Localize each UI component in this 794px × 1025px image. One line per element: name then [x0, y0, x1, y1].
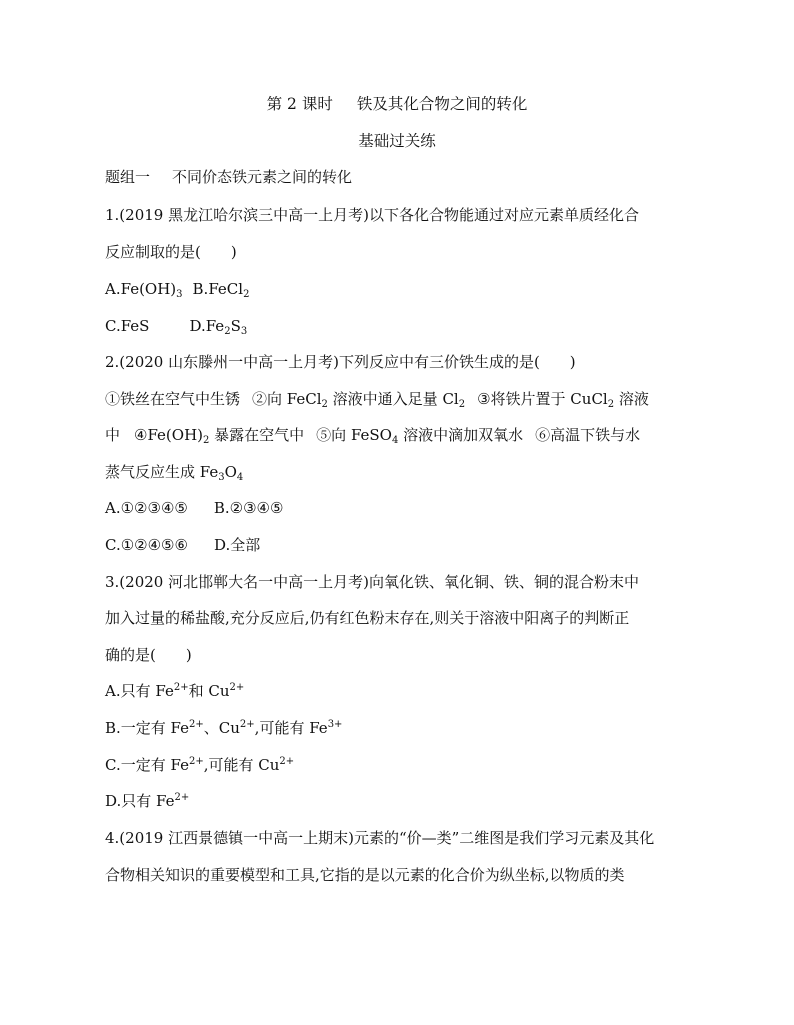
- q2-option-d: D.全部: [213, 536, 261, 554]
- lesson-number: 第 2 课时: [266, 95, 333, 113]
- q3-option-a: A.只有 $Fe^{2+}$和 $Cu^{2+}$: [105, 682, 245, 700]
- group-label: 题组一: [105, 168, 151, 186]
- group-title: 不同价态铁元素之间的转化: [172, 168, 353, 186]
- q2-statement-4: $④Fe(OH)_2$ 暴露在空气中: [134, 426, 305, 446]
- q1-options-ab: [105, 279, 249, 299]
- q3-option-d: D.只有 $Fe^{2+}$: [105, 792, 190, 810]
- q1-options-cd: [105, 316, 247, 336]
- q2-stem-line1: 2.(2020 山东滕州一中高一上月考)下列反应中有三价铁生成的是( ): [105, 353, 576, 371]
- q2-statements-line3: [105, 462, 243, 482]
- q1-option-a: $A.Fe(OH)_3$: [105, 280, 183, 300]
- q2-options-ab: [105, 498, 283, 518]
- q2-option-c: C.①②④⑤⑥: [105, 536, 188, 554]
- q1-option-d: $D.Fe_2S_3$: [189, 317, 248, 337]
- q3-option-b: B.一定有 $Fe^{2+}$、$Cu^{2+}$,可能有 $Fe^{3+}$: [105, 719, 343, 737]
- q2-statement-5: ⑤向 FeSO$_4$ 溶液中滴加双氧水: [316, 426, 524, 446]
- q4-stem-line2: 合物相关知识的重要模型和工具,它指的是以元素的化合价为纵坐标,以物质的类: [105, 866, 625, 884]
- lesson-title: 铁及其化合物之间的转化: [356, 95, 528, 113]
- q1-option-b: B.FeCl$_2$: [192, 280, 250, 300]
- q1-stem-line2: 反应制取的是( ): [105, 243, 237, 261]
- q2-option-a: A.①②③④⑤: [105, 499, 188, 517]
- q2-statement-6-end: 蒸气反应生成 $Fe_3O_4$: [105, 463, 244, 483]
- q2-statement-6: ⑥高温下铁与水: [535, 426, 641, 444]
- section-subtitle: 基础过关练: [358, 132, 436, 150]
- q2-option-b: B.②③④⑤: [213, 499, 284, 517]
- q3-stem-line1: 3.(2020 河北邯郸大名一中高一上月考)向氧化铁、氧化铜、铁、铜的混合粉末中: [105, 573, 639, 591]
- q3-stem-line2: 加入过量的稀盐酸,充分反应后,仍有红色粉末存在,则关于溶液中阳离子的判断正: [105, 609, 630, 627]
- q2-statement-3-end: 中: [105, 426, 121, 444]
- q4-stem-line1: 4.(2019 江西景德镇一中高一上期末)元素的“价—类”二维图是我们学习元素及其化: [105, 829, 655, 847]
- q1-stem-line1: 1.(2019 黑龙江哈尔滨三中高一上月考)以下各化合物能通过对应元素单质经化合: [105, 206, 639, 224]
- q2-statements-line2: [105, 425, 640, 445]
- question-group-heading: [105, 167, 352, 187]
- q3-stem-line3: 确的是( ): [105, 646, 192, 664]
- q1-option-c: C.FeS: [105, 317, 150, 335]
- lesson-heading: [0, 94, 794, 114]
- q3-option-c: C.一定有 $Fe^{2+}$,可能有 $Cu^{2+}$: [105, 756, 295, 774]
- q2-statement-2: ②向 FeCl$_2$ 溶液中通入足量 $Cl_2$: [252, 390, 466, 410]
- q2-statements-line1: [105, 389, 649, 409]
- q2-statement-1: ①铁丝在空气中生锈: [105, 390, 241, 408]
- q2-options-cd: [105, 535, 260, 555]
- q2-statement-3: ③将铁片置于 CuCl$_2$ 溶液: [477, 390, 649, 410]
